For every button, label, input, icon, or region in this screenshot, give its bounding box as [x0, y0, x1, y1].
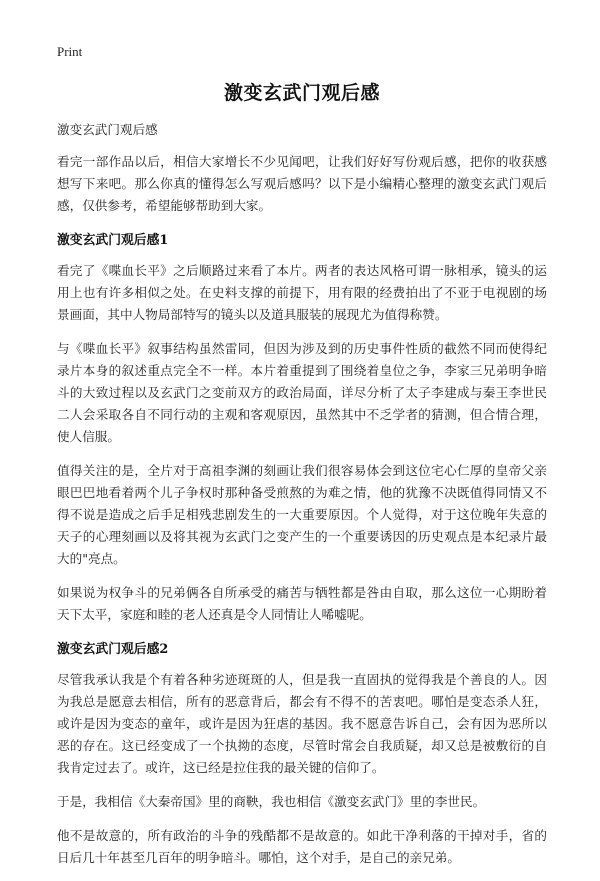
document-subtitle: 激变玄武门观后感	[57, 122, 158, 137]
page-title: 激变玄武门观后感	[223, 82, 380, 104]
section-1-heading: 激变玄武门观后感1	[57, 233, 169, 248]
section-2-heading: 激变玄武门观后感2	[57, 642, 169, 657]
section-2-paragraph-1: 尽管我承认我是个有着各种劣迹斑斑的人，但是我一直固执的觉得我是个善良的人。因为我总是愿意去相信，所有的恶意背后，都会有不得不的苦衷吧。哪怕是变态杀人狂，或许是因为变态的童年，或许是因为狂虐的基因。我不愿意告诉自己，会有因为恶所以恶的存在。这已经变成了一个执拗的态度，尽管时常会自我质疑，却又总是被敷衍的自我肯定过去了。或许，这已经是拉住我的最关键的信仰了。	[57, 672, 547, 775]
section-2-paragraph-3: 他不是故意的，所有政治的斗争的残酷都不是故意的。如此干净利落的干掉对手，省的日后几十年甚至几百年的明争暗斗。哪怕，这个对手，是自己的亲兄弟。	[57, 828, 547, 865]
intro-paragraph: 看完一部作品以后，相信大家增长不少见闻吧，让我们好好写份观后感，把你的收获感想写下来吧。那么你真的懂得怎么写观后感吗？以下是小编精心整理的激变玄武门观后感，仅供参考，希望能够帮助到大家。	[57, 154, 547, 213]
section-1-paragraph-3: 值得关注的是，全片对于高祖李渊的刻画让我们很容易体会到这位宅心仁厚的皇帝父亲眼巴巴地看着两个儿子争权时那种备受煎熬的为难之情，他的犹豫不决既值得同情又不得不说是造成之后手足相残悲剧发生的一大重要原因。个人觉得，对于这位晚年失意的天子的心理刻画以及将其视为玄武门之变产生的一个重要诱因的历史观点是本纪录片最大的"亮点。	[57, 463, 547, 566]
section-1-paragraph-1: 看完了《喋血长平》之后顺路过来看了本片。两者的表达风格可谓一脉相承，镜头的运用上也有许多相似之处。在史料支撑的前提下，用有限的经费拍出了不亚于电视剧的场景画面，其中人物局部特写的镜头以及道具服装的展现尤为值得称赞。	[57, 263, 547, 322]
section-1-paragraph-4: 如果说为权争斗的兄弟俩各自所承受的痛苦与牺牲都是咎由自取，那么这位一心期盼着天下太平，家庭和睦的老人还真是令人同情让人唏嘘呢。	[57, 585, 547, 622]
section-2-paragraph-2: 于是，我相信《大秦帝国》里的商鞅，我也相信《激变玄武门》里的李世民。	[57, 794, 486, 809]
section-1-paragraph-2: 与《喋血长平》叙事结构虽然雷同，但因为涉及到的历史事件性质的截然不同而使得纪录片本身的叙述重点完全不一样。本片着重提到了围绕着皇位之争，李家三兄弟明争暗斗的大致过程以及玄武门之变前双方的政治局面，详尽分析了太子李建成与秦王李世民二人会采取各自不同行动的主观和客观原因，虽然其中不乏学者的猜测，但合情合理，使人信服。	[57, 341, 547, 444]
print-label: Print	[57, 44, 83, 59]
document-body	[57, 78, 547, 881]
